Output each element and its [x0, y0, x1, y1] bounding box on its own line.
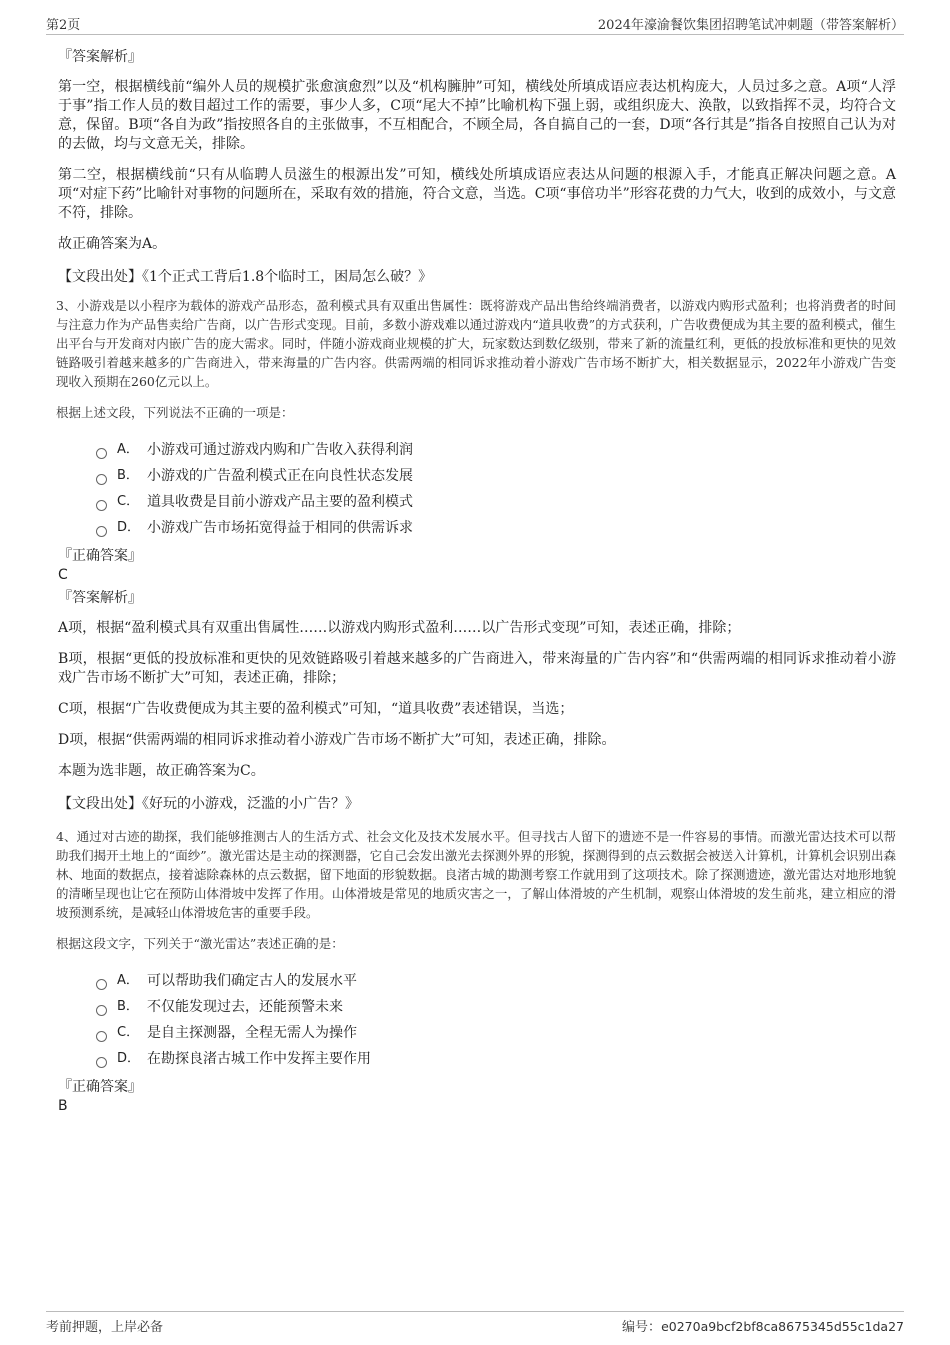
option-letter: A．	[117, 973, 139, 988]
q3-text: 3、小游戏是以小程序为载体的游戏产品形态，盈利模式具有双重出售属性：既将游戏产品出售给终端消费者，以游戏内购形式盈利；也将消费者的时间与注意力作为产品售卖给广告商，以广告形式变现。目前，多数小游戏难以通过游戏内“道具收费”的方式获利，广告收费便成为其主要的盈利模式，催生出平台与开发商对内嵌广告的庞大需求。同时，伴随小游戏商业规模的扩大，玩家数达到数亿级别，带来了新的流量红利，更低的投放标准和更快的见效链路吸引着越来越多的广告商进入，带来海量的广告内容。供需两端的相同诉求推动着小游戏广告市场不断扩大，相关数据显示，2022年小游戏广告变现收入预期在260亿元以上。	[56, 298, 896, 389]
q4-text: 4、通过对古迹的勘探，我们能够推测古人的生活方式、社会文化及技术发展水平。但寻找古人留下的遗迹不是一件容易的事情。而激光雷达技术可以帮助我们揭开土地上的“面纱”。激光雷达是主动的探测器，它自己会发出激光去探测外界的形貌，探测得到的点云数据会被送入计算机，计算机会识别出森林、地面的数据点，接着滤除森林的点云数据，留下地面的形貌数据。良渚古城的勘测考察工作就用到了这项技术。除了探测遗迹，激光雷达对地形地貌的清晰呈现也让它在预防山体滑坡中发挥了作用。山体滑坡是常见的地质灾害之一，了解山体滑坡的产生机制，观察山体滑坡的发生前兆，建立相应的滑坡预测系统，是减轻山体滑坡危害的重要手段。	[56, 829, 896, 920]
radio-icon[interactable]	[96, 474, 107, 485]
radio-icon[interactable]	[96, 1057, 107, 1068]
option-text: 是自主探测器，全程无需人为操作	[147, 1025, 357, 1041]
radio-icon[interactable]	[96, 1005, 107, 1016]
q3-conclusion: 本题为选非题，故正确答案为C。	[58, 763, 265, 779]
page-header	[46, 14, 904, 35]
option-text: 小游戏可通过游戏内购和广告收入获得利润	[147, 442, 413, 458]
option-text: 可以帮助我们确定古人的发展水平	[147, 973, 357, 989]
q2-analysis-label: 『答案解析』	[58, 49, 142, 65]
option-text: 小游戏的广告盈利模式正在向良性状态发展	[147, 468, 413, 484]
q4-option-d[interactable]	[96, 1046, 896, 1072]
footer-code-block	[622, 1316, 904, 1335]
q4-option-a[interactable]	[96, 968, 896, 994]
q2-source: 【文段出处】《1个正式工背后1.8个临时工，困局怎么破？》	[58, 269, 433, 285]
q4-answer: B	[58, 1098, 68, 1114]
radio-icon[interactable]	[96, 979, 107, 990]
radio-icon[interactable]	[96, 526, 107, 537]
footer-code-label: 编号：	[622, 1320, 662, 1335]
q3-option-b[interactable]	[96, 463, 896, 489]
q3-answer-label: 『正确答案』	[58, 548, 142, 564]
option-text: 道具收费是目前小游戏产品主要的盈利模式	[147, 494, 413, 510]
q3-analysis-label: 『答案解析』	[58, 590, 142, 606]
document-title: 2024年濠渝餐饮集团招聘笔试冲刺题（带答案解析）	[597, 18, 904, 33]
q2-analysis-para-2: 第二空，根据横线前“只有从临聘人员滋生的根源出发”可知，横线处所填成语应表达从问题的根源入手，才能真正解决问题之意。A项“对症下药”比喻针对事物的问题所在，采取有效的措施，符合文意，当选。C项“事倍功半”形容花费的力气大，收到的成效小，与文意不符，排除。	[58, 167, 896, 221]
radio-icon[interactable]	[96, 1031, 107, 1042]
q3-option-c[interactable]	[96, 489, 896, 515]
q4-answer-label: 『正确答案』	[58, 1079, 142, 1095]
q3-answer: C	[58, 567, 68, 583]
radio-icon[interactable]	[96, 448, 107, 459]
page-content	[56, 42, 896, 1118]
q3-analysis-b: B项，根据“更低的投放标准和更快的见效链路吸引着越来越多的广告商进入，带来海量的广告内容”和“供需两端的相同诉求推动着小游戏广告市场不断扩大”可知，表述正确，排除；	[58, 651, 896, 686]
option-letter: C．	[117, 1025, 140, 1040]
radio-icon[interactable]	[96, 500, 107, 511]
page-number: 第2页	[46, 18, 81, 33]
q4-option-b[interactable]	[96, 994, 896, 1020]
option-letter: A．	[117, 442, 139, 457]
q3-analysis-c: C项，根据“广告收费便成为其主要的盈利模式”可知，“道具收费”表述错误，当选；	[58, 701, 574, 717]
option-letter: D．	[117, 1051, 141, 1066]
q3-option-d[interactable]	[96, 515, 896, 541]
option-text: 在勘探良渚古城工作中发挥主要作用	[147, 1051, 371, 1067]
option-letter: B．	[117, 468, 139, 483]
page-footer	[46, 1311, 904, 1338]
footer-slogan: 考前押题，上岸必备	[46, 1320, 164, 1335]
option-letter: C．	[117, 494, 140, 509]
q3-analysis-d: D项，根据“供需两端的相同诉求推动着小游戏广告市场不断扩大”可知，表述正确，排除。	[58, 732, 616, 748]
footer-code: e0270a9bcf2bf8ca8675345d55c1da27	[661, 1319, 904, 1334]
option-text: 小游戏广告市场拓宽得益于相同的供需诉求	[147, 520, 413, 536]
option-letter: D．	[117, 520, 141, 535]
q4-options	[96, 968, 896, 1072]
q3-options	[96, 437, 896, 541]
q2-conclusion: 故正确答案为A。	[58, 236, 167, 252]
q3-analysis-a: A项，根据“盈利模式具有双重出售属性……以游戏内购形式盈利……以广告形式变现”可知，表述正确，排除；	[58, 620, 741, 636]
option-letter: B．	[117, 999, 139, 1014]
q3-source: 【文段出处】《好玩的小游戏，泛滥的小广告？》	[58, 796, 359, 812]
q4-prompt: 根据这段文字，下列关于“激光雷达”表述正确的是：	[56, 936, 344, 951]
q2-analysis-para-1: 第一空，根据横线前“编外人员的规模扩张愈演愈烈”以及“机构臃肿”可知，横线处所填成语应表达机构庞大，人员过多之意。A项“人浮于事”指工作人员的数目超过工作的需要，事少人多，C项“尾大不掉”比喻机构下强上弱，或组织庞大、涣散，以致指挥不灵，均符合文意，保留。B项“各自为政”指按照各自的主张做事，不互相配合，不顾全局，各自搞自己的一套，D项“各行其是”指各自按照自己认为对的去做，均与文意无关，排除。	[58, 79, 896, 152]
option-text: 不仅能发现过去，还能预警未来	[147, 999, 343, 1015]
q4-option-c[interactable]	[96, 1020, 896, 1046]
q3-option-a[interactable]	[96, 437, 896, 463]
q3-prompt: 根据上述文段，下列说法不正确的一项是：	[56, 405, 294, 420]
